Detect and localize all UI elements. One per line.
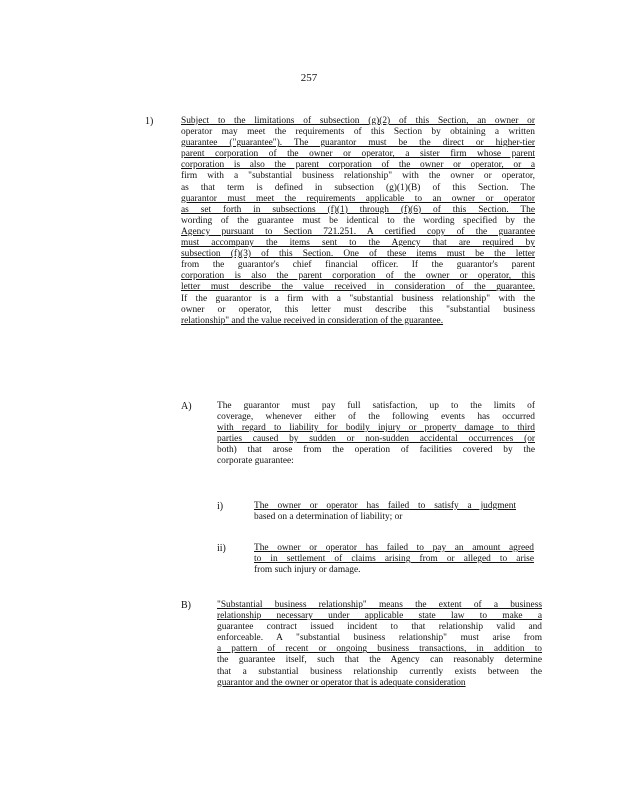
text-line: must accompany the items sent to the Agency that are required by — [181, 238, 535, 249]
text-line: firm with a "substantial business relationship" with the owner or operator, — [181, 171, 535, 182]
item-a-marker: A) — [181, 401, 192, 412]
text-line: from such injury or damage. — [254, 565, 361, 576]
text-line: both) that arose from the operation of facilities covered by the — [217, 445, 535, 456]
text-line: relationship" and the value received in consideration of the guarantee. — [181, 315, 444, 326]
item-a-i-paragraph — [254, 501, 516, 523]
section-1-marker: 1) — [145, 116, 154, 127]
text-line: that a substantial business relationship currently exists between the — [217, 666, 542, 677]
item-a-paragraph — [217, 401, 535, 468]
text-line: subsection (f)(3) of this Section. One of these items must be the letter — [181, 249, 535, 260]
text-line: the guarantee itself, such that the Agency can reasonably determine — [217, 655, 542, 666]
text-line: coverage, whenever either of the following events has occurred — [217, 412, 535, 423]
text-line: parent corporation of the owner or operator, a sister firm whose parent — [181, 149, 535, 160]
item-a-ii-marker: ii) — [217, 543, 226, 554]
page-number: 257 — [300, 72, 318, 84]
text-line: relationship necessary under applicable state law to make a — [217, 611, 542, 622]
text-line: guarantor and the owner or operator that is adequate consideration — [217, 677, 466, 688]
text-line: a pattern of recent or ongoing business transactions, in addition to — [217, 644, 542, 655]
text-line: If the guarantor is a firm with a "substantial business relationship" with the — [181, 293, 535, 304]
text-line: enforceable. A "substantial business relationship" must arise from — [217, 633, 542, 644]
text-line: corporation is also the parent corporation of the owner or operator, this — [181, 271, 535, 282]
text-line: based on a determination of liability; or — [254, 512, 403, 523]
item-b-marker: B) — [181, 600, 191, 611]
text-line: with regard to liability for bodily injury or property damage to third — [217, 423, 535, 434]
text-line: guarantee contract issued incident to that relationship valid and — [217, 622, 542, 633]
text-line: The owner or operator has failed to pay an amount agreed — [254, 543, 534, 553]
text-line: from the guarantor's chief financial officer. If the guarantor's parent — [181, 260, 535, 271]
item-a-ii-paragraph — [254, 543, 534, 576]
text-line: wording of the guarantee must be identical to the wording specified by the — [181, 215, 535, 226]
text-line: The guarantor must pay full satisfaction, up to the limits of — [217, 401, 535, 411]
text-line: Subject to the limitations of subsection (g)(2) of this Section, an owner or — [181, 116, 535, 126]
text-line: owner or operator, this letter must describe this "substantial business — [181, 304, 535, 315]
text-line: guarantor must meet the requirements applicable to an owner or operator — [181, 193, 535, 204]
section-1-paragraph — [181, 116, 535, 327]
text-line: operator may meet the requirements of this Section by obtaining a written — [181, 127, 535, 138]
text-line: as that term is defined in subsection (g)(1)(B) of this Section. The — [181, 182, 535, 193]
text-line: letter must describe the value received in consideration of the guarantee. — [181, 282, 535, 293]
text-line: corporation is also the parent corporation of the owner or operator, or a — [181, 160, 535, 171]
item-a-i-marker: i) — [217, 501, 224, 512]
text-line: corporate guarantee: — [217, 456, 294, 467]
text-line: The owner or operator has failed to satisfy a judgment — [254, 501, 516, 511]
text-line: "Substantial business relationship" means the extent of a business — [217, 600, 542, 610]
text-line: to in settlement of claims arising from or alleged to arise — [254, 554, 534, 565]
text-line: as set forth in subsections (f)(1) through (f)(6) of this Section. The — [181, 204, 535, 215]
text-line: Agency pursuant to Section 721.251. A certified copy of the guarantee — [181, 226, 535, 237]
item-b-paragraph — [217, 600, 542, 689]
text-line: parties caused by sudden or non-sudden accidental occurrences (or — [217, 434, 535, 445]
text-line: guarantee ("guarantee"). The guarantor must be the direct or higher-tier — [181, 138, 535, 149]
